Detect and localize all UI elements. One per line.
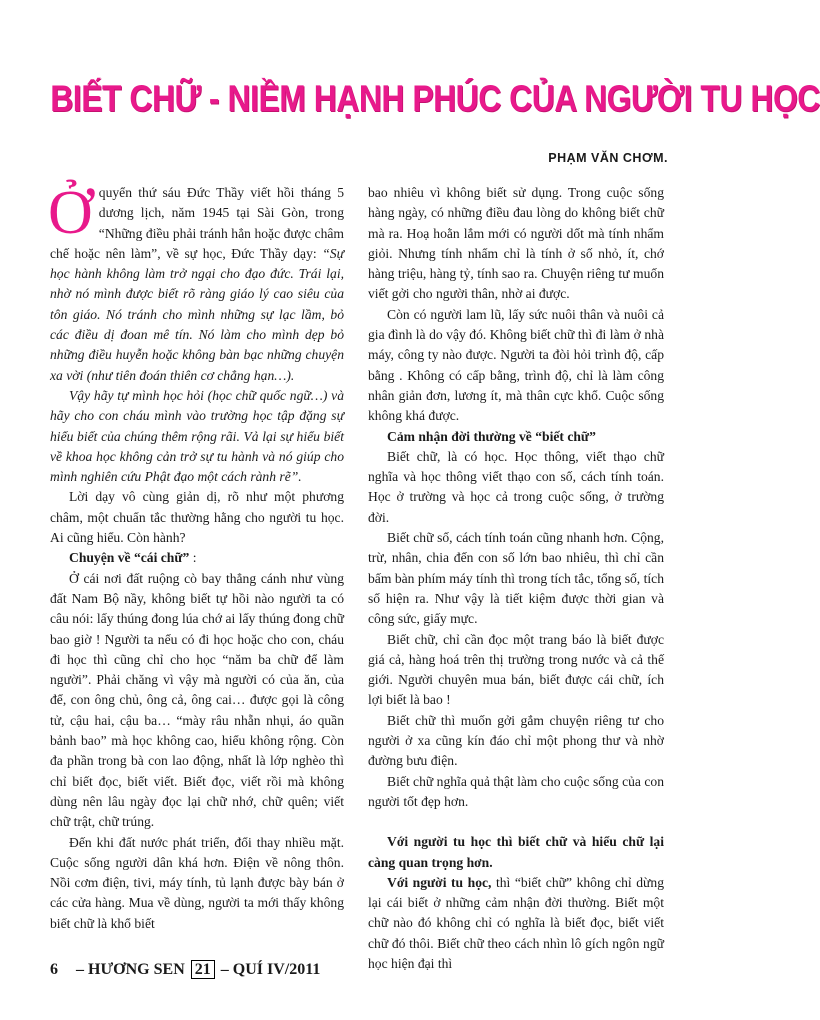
paragraph: Biết chữ nghĩa quả thật làm cho cuộc sống của con người tốt đẹp hơn. [368, 773, 664, 809]
left-column [48, 179, 344, 934]
author-name: PHẠM VĂN CHƠM. [548, 151, 668, 165]
paragraph: Biết chữ số, cách tính toán cũng nhanh hơn. Cộng, trừ, nhân, chia đến con số lớn bao nhiêu, thì chỉ cần bấm bàn phím máy tính thì trong tích tắc, tổng số, tích số hiện ra. Như vậy là tiết kiệm được thời gian và công sức, giấy mực. [368, 530, 664, 627]
right-column [368, 183, 664, 974]
paragraph: Còn có người lam lũ, lấy sức nuôi thân và nuôi cả gia đình là do vậy đó. Không biết chữ thì đi làm ở nhà máy, công ty nào được. Người ta đòi hỏi trình độ, cấp bằng . Không có cấp bằng, trình độ, chỉ là làm công nhân giản đơn, lương ít, mà thân cực khổ. Cuộc sống không khá được. [368, 306, 664, 424]
page-number: 6 [50, 961, 58, 978]
issue-number: 21 [191, 960, 215, 979]
paragraph: Với người tu học, thì “biết chữ” không chỉ dừng lại cái biết ở những cảm nhận đời thường. Biết một chữ nào đó không chỉ có nghĩa là biết đọc, biết viết chữ đó thôi. Biết chữ theo cách nhìn lô gích ngôn ngữ học hiện đại thì [368, 874, 665, 971]
paragraph: Biết chữ, là có học. Học thông, viết thạo chữ nghĩa và học thông viết thạo con số, cách tính toán. Học ở trường và học cả trong cuộc sống, ở trường đời. [368, 448, 664, 525]
paragraph: Đến khi đất nước phát triển, đổi thay nhiều mặt. Cuộc sống người dân khá hơn. Điện về nông thôn. Nồi cơm điện, tivi, máy tính, tủ lạnh được bày bán ở các cửa hàng. Mua về dùng, người ta mới thấy không biết chữ là khổ biết [50, 834, 344, 931]
paragraph: Vậy hãy tự mình học hỏi (học chữ quốc ngữ…) và hãy cho con cháu mình vào trường học tập đặng sự hiểu biết của chúng thêm rộng rãi. Vả lại sự hiểu biết về khoa học không cản trở sự tu hành và nó giúp cho mình nghiên cứu Phật đạo một cách rành rẽ”. [50, 387, 344, 485]
paragraph: Lời dạy vô cùng giản dị, rõ như một phương châm, một chuẩn tắc thường hằng cho người tu học. Ai cũng hiểu. Còn hành? [50, 489, 344, 546]
issue-period: – QUÍ IV/2011 [220, 961, 321, 978]
drop-cap: Ở [48, 179, 93, 247]
section-heading: Cảm nhận đời thường về “biết chữ” [387, 428, 596, 444]
paragraph: Ở quyển thứ sáu Đức Thầy viết hồi tháng 5 dương lịch, năm 1945 tại Sài Gòn, trong “Những điều phải tránh hẳn hoặc được châm chế hoặc nên làm”, về sự học, Đức Thầy dạy: “Sự học hành không làm trở ngại cho đạo đức. Trái lại, nhờ nó mình được biết rõ ràng giáo lý cao siêu của tôn giáo. Nó tránh cho mình những sự lạc lầm, bỏ các điều dị đoan mê tín. Nó làm cho mình dẹp bỏ những điều huyễn hoặc không bàn bạc những chuyện xa vời (như tiên đoán thiên cơ chẳng hạn…). [48, 179, 344, 383]
paragraph: Biết chữ thì muốn gởi gắm chuyện riêng tư cho người ở xa cũng kín đáo chỉ một phong thư và nhờ đường bưu điện. [368, 712, 664, 769]
paragraph: Biết chữ, chỉ cần đọc một trang báo là biết được giá cả, hàng hoá trên thị trường trong nước và cả thế giới. Người chuyên mua bán, biết được cái chữ, ích lợi biết là bao ! [368, 631, 664, 708]
paragraph: Ở cái nơi đất ruộng cò bay thẳng cánh như vùng đất Nam Bộ nầy, không biết tự hồi nào người ta có câu nói: lấy thúng đong lúa chớ ai lấy thúng đong chữ bao giờ ! Người ta nếu có đi học hoặc cho con, cháu đi học thì cũng chỉ cho học “năm ba chữ để làm người”. Phải chăng vì vậy mà người có của ăn, của để, con ông chủ, ông cả, ông cai… được gọi là công tử, cậu hai, cậu ba… “mày râu nhẵn nhụi, áo quần bảnh bao” mà học không cao, hiểu không rộng. Còn đa phần trong bà con lao động, nhất là lớp nghèo thì chỉ biết đọc, biết viết. Biết đọc, viết rồi mà không dùng nên lâu ngày đọc lại chữ nhớ, chữ quên; viết chữ trật, chữ trúng. [50, 570, 344, 830]
section-heading: Với người tu học thì biết chữ và hiểu chữ lại càng quan trọng hơn. [368, 834, 664, 870]
paragraph: bao nhiêu vì không biết sử dụng. Trong cuộc sống hàng ngày, có những điều đau lòng do không biết chữ mà ra. Hoạ hoằn lắm mới có người dốt mà tính nhẩm giỏi. Nhưng tính nhẩm chỉ là tính ở số nhỏ, ít, chớ hàng triệu, hàng tỷ, tính sao ra. Chuyện riêng tư muốn viết gởi cho người thân, nhờ ai được. [368, 185, 664, 302]
page-footer [50, 961, 320, 979]
section-heading: Chuyện về “cái chữ” : [69, 550, 197, 566]
article-title: BIẾT CHỮ - NIỀM HẠNH PHÚC CỦA NGƯỜI TU HỌC [50, 78, 820, 119]
magazine-name: – HƯƠNG SEN [76, 961, 185, 978]
